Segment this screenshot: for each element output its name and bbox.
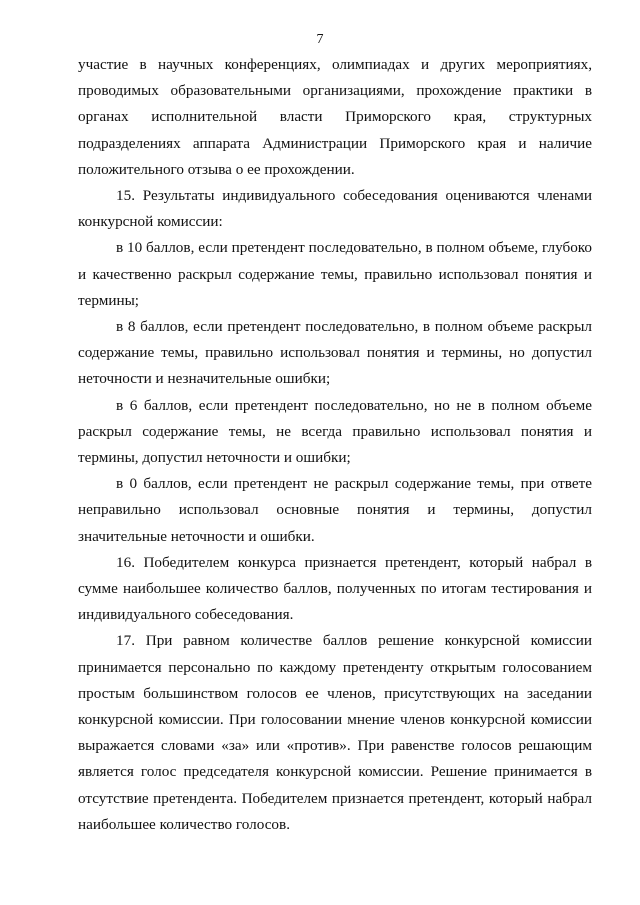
paragraph-score-10: в 10 баллов, если претендент последовательно, в полном объеме, глубоко и качественно раскрыл содержание темы, правильно использовал понятия и термины;: [78, 239, 592, 309]
paragraph-item-17: 17. При равном количестве баллов решение конкурсной комиссии принимается персонально по каждому претенденту открытым голосованием простым большинством голосов ее членов, присутствующих на заседании конкурсной комиссии. При голосовании мнение членов конкурсной комиссии выражается словами «за» или «против». При равенстве голосов решающим является голос председателя конкурсной комиссии. Решение принимается в отсутствие претендента. Победителем признается претендент, который набрал наибольшее количество голосов.: [78, 632, 592, 833]
paragraph-score-8: в 8 баллов, если претендент последовательно, в полном объеме раскрыл содержание темы, правильно использовал понятия и термины, но допустил неточности и незначительные ошибки;: [78, 318, 592, 388]
paragraph-item-16: 16. Победителем конкурса признается претендент, который набрал в сумме наибольшее количество баллов, полученных по итогам тестирования и индивидуального собеседования.: [78, 553, 592, 624]
paragraph-item-15: 15. Результаты индивидуального собеседования оцениваются членами конкурсной комиссии:: [78, 187, 592, 231]
paragraph-continuation: участие в научных конференциях, олимпиадах и других мероприятиях, проводимых образовательными организациями, прохождение практики в органах исполнительной власти Приморского края, структурных подразделениях аппарата Администрации Приморского края и наличие положительного отзыва о ее прохождении.: [78, 56, 592, 178]
paragraph-score-6: в 6 баллов, если претендент последовательно, но не в полном объеме раскрыл содержание темы, не всегда правильно использовал понятия и термины, допустил неточности и ошибки;: [78, 396, 592, 467]
document-body: [78, 52, 592, 838]
page-number: 7: [316, 32, 324, 47]
paragraph-score-0: в 0 баллов, если претендент не раскрыл содержание темы, при ответе неправильно использовал основные понятия и термины, допустил значительные неточности и ошибки.: [78, 475, 592, 545]
